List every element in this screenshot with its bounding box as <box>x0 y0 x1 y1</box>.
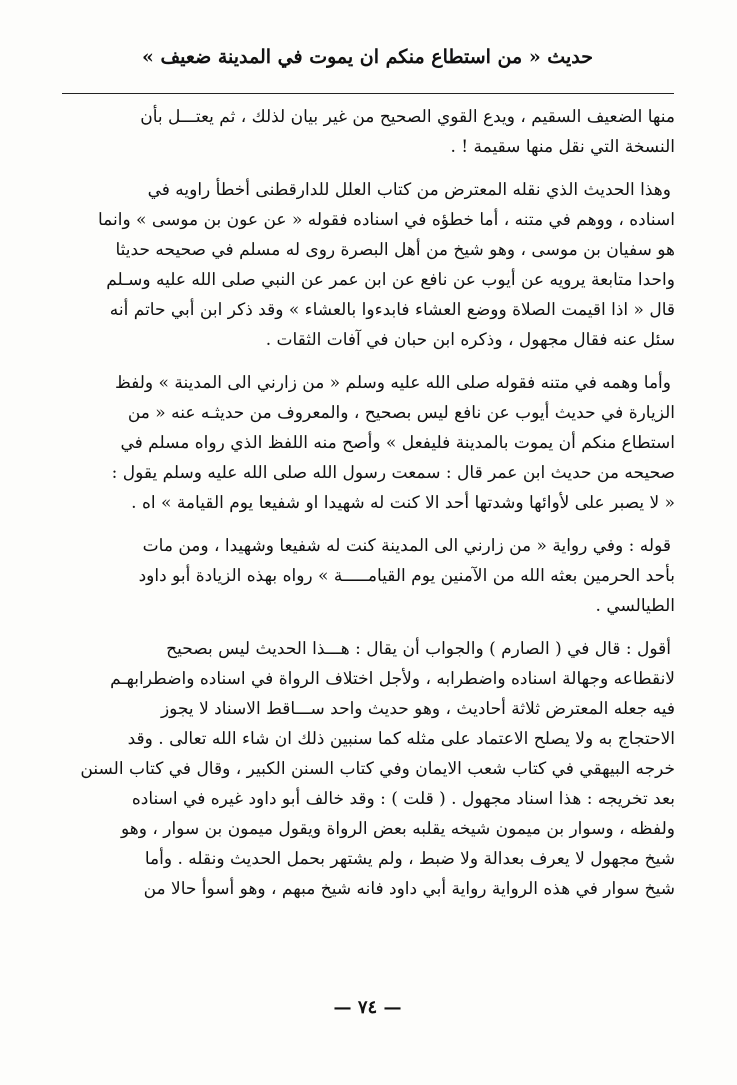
text-line: بعد تخريجه : هذا اسناد مجهول . ( قلت ) : وقد خالف أبو داود غيره في اسناده <box>131 789 675 809</box>
header-divider <box>62 93 674 94</box>
text-line: لانقطاعه وجهالة اسناده واضطرابه ، ولأجل اختلاف الرواة في اسناده واضطرابهـم <box>110 669 675 689</box>
text-line: قال « اذا اقيمت الصلاة ووضع العشاء فابدءوا بالعشاء » وقد ذكر ابن أبي حاتم أنه <box>109 300 675 320</box>
text-line: شيخ مجهول لا يعرف بعدالة ولا ضبط ، ولم يشتهر بحمل الحديث ونقله . وأما <box>144 849 675 869</box>
paragraph <box>60 175 675 355</box>
text-line: شيخ سوار في هذه الرواية رواية أبي داود فانه شيخ مبهم ، وهو أسوأ حالا من <box>143 879 675 899</box>
text-line: هو سفيان بن موسى ، وهو شيخ من أهل البصرة روى له مسلم في صحيحه حديثا <box>115 240 675 260</box>
text-line: الطيالسي . <box>595 596 675 616</box>
text-line: اسناده ، ووهم في متنه ، أما خطؤه في اسناده فقوله « عن عون بن موسى » وانما <box>97 210 675 230</box>
text-line: أقول : قال في ( الصارم ) والجواب أن يقال : هـــذا الحديث ليس بصحيح <box>166 639 671 659</box>
text-line: النسخة التي نقل منها سقيمة ! . <box>450 137 675 157</box>
paragraph <box>60 531 675 621</box>
text-line: وأما وهمه في متنه فقوله صلى الله عليه وسلم « من زارني الى المدينة » ولفظ <box>115 373 671 393</box>
text-line: الزيارة في حديث أيوب عن نافع ليس بصحيح ، والمعروف من حديثـه عنه « من <box>127 403 675 423</box>
text-line: خرجه البيهقي في كتاب شعب الايمان وفي كتاب السنن الكبير ، وقال في كتاب السنن <box>80 759 675 779</box>
text-line: واحدا متابعة يرويه عن أيوب عن نافع عن ابن عمر عن النبي صلى الله عليه وسـلم <box>106 270 675 290</box>
text-line: صحيحه من حديث ابن عمر قال : سمعت رسول الله صلى الله عليه وسلم يقول : <box>111 463 675 483</box>
paragraph <box>60 368 675 518</box>
text-line: فيه جعله المعترض ثلاثة أحاديث ، وهو حديث واحد ســـاقط الاسناد لا يجوز <box>160 699 675 719</box>
page-number: — ٧٤ — <box>333 997 402 1018</box>
text-line: وهذا الحديث الذي نقله المعترض من كتاب العلل للدارقطنى أخطأ راويه في <box>147 180 671 200</box>
text-line: منها الضعيف السقيم ، ويدع القوي الصحيح من غير بيان لذلك ، ثم يعتـــل بأن <box>140 107 675 127</box>
page-header-title: حديث « من استطاع منكم ان يموت في المدينة ضعيف » <box>142 46 593 68</box>
text-line: الاحتجاج به ولا يصلح الاعتماد على مثله كما سنبين ذلك ان شاء الله تعالى . وقد <box>127 729 675 749</box>
text-line: ولفظه ، وسوار بن ميمون شيخه يقلبه بعض الرواة ويقول ميمون بن سوار ، وهو <box>121 819 675 839</box>
text-line: بأحد الحرمين بعثه الله من الآمنين يوم القيامـــــة » رواه بهذه الزيادة أبو داود <box>138 566 675 586</box>
paragraph <box>60 634 675 904</box>
text-line: سئل عنه فقال مجهول ، وذكره ابن حبان في آفات الثقات . <box>265 330 675 350</box>
text-line: استطاع منكم أن يموت بالمدينة فليفعل » وأصح منه اللفظ الذي رواه مسلم في <box>120 433 675 453</box>
body-text <box>60 102 675 917</box>
text-line: قوله : وفي رواية « من زارني الى المدينة كنت له شفيعا وشهيدا ، ومن مات <box>142 536 671 556</box>
paragraph <box>60 102 675 162</box>
text-line: « لا يصبر على لأوائها وشدتها أحد الا كنت له شهيدا او شفيعا يوم القيامة » اه . <box>131 493 675 513</box>
